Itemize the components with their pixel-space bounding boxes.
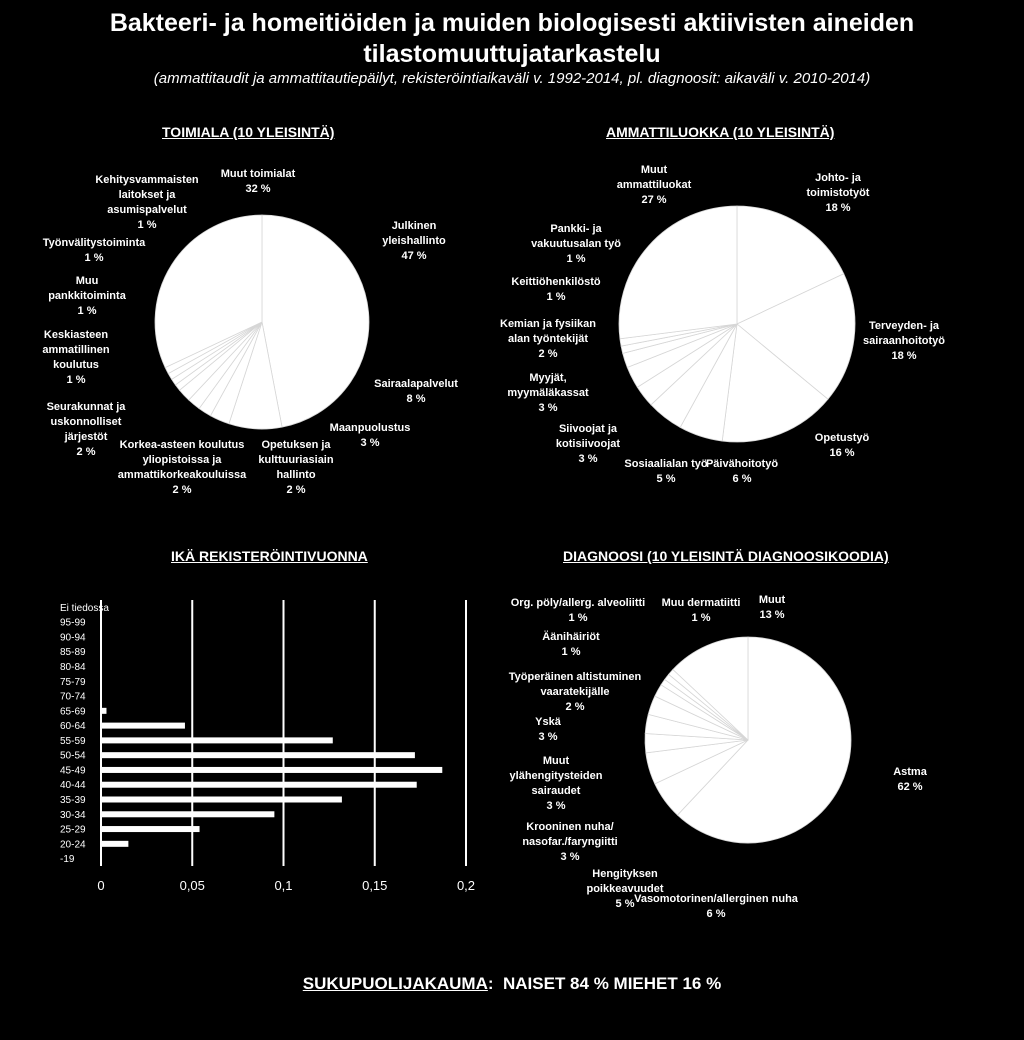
slice-label [759,594,786,621]
slice-label [118,439,247,496]
slice-label-line: 3 % [546,800,566,812]
slice-label-line: poikkeavuudet [586,883,664,895]
y-tick-label: 80-84 [60,662,86,673]
x-tick-label: 0,05 [179,878,205,893]
slice-label-line: 32 % [245,183,271,195]
bar [101,737,333,743]
slice-label-line: Muut toimialat [220,168,296,180]
slice-label [662,597,741,624]
slice-label [556,423,621,465]
bar-chart-age [60,600,475,893]
slice-label [47,401,127,458]
y-tick-label: 25-29 [60,824,86,836]
slice-label-line: 1 % [546,291,566,303]
slice-label-line: Org. pöly/allerg. alveoliitti [510,597,646,609]
slice-label-line: ammattiluokat [616,179,692,191]
bar [101,797,342,803]
slice-label [382,220,446,262]
bar [101,767,442,773]
slice-label-line: 47 % [401,250,427,262]
slice-label-line: 62 % [897,781,923,793]
slice-label-line: pankkitoiminta [48,290,126,302]
page-subtitle: (ammattitaudit ja ammattitautiepäilyt, rekisteröintiaikaväli v. 1992-2014, pl. diagnoosit: aikaväli v. 2010-2014) [153,70,871,87]
slice-label [43,237,146,264]
slice-label-line: 8 % [406,393,426,405]
y-tick-label: 35-39 [60,795,86,806]
slice-label-line: myymäläkassat [507,387,589,399]
gender-values: NAISET 84 % MIEHET 16 % [503,974,722,993]
slice-label-line: ammatillinen [42,344,110,356]
pie-chart-1 [500,164,945,485]
bar [101,811,274,817]
slice-label-line: 1 % [77,305,97,317]
slice-label-line: hallinto [276,469,316,481]
bar [101,752,415,758]
slice-label [863,320,945,362]
y-tick-label: -19 [60,854,75,866]
slice-label-line: 13 % [759,609,785,621]
bar [101,782,417,788]
slice-label-line: sairaanhoitotyö [863,335,945,347]
slice-label-line: 1 % [691,612,711,624]
slice-label-line: 1 % [561,646,581,658]
slice-label-line: Siivoojat ja [558,423,618,435]
slice-label [500,318,596,360]
x-tick-label: 0,2 [456,878,476,893]
slice-label-line: Maanpuolustus [329,422,411,434]
slice-label-line: Työnvälitystoiminta [42,237,146,249]
slice-label-line: 16 % [829,447,855,459]
slice-label-line: 1 % [137,219,157,231]
slice-label-line: 3 % [560,851,580,863]
x-tick-label: 0,15 [362,878,388,893]
slice-label [511,597,645,624]
slice-label-line: yleishallinto [382,235,446,247]
slice-label [624,458,707,485]
slice-label-line: Äänihäiriöt [542,631,600,643]
slice-label-line: 2 % [172,484,192,496]
slice-label-line: toimistotyöt [806,187,870,199]
slice-label-line: kotisiivoojat [555,438,621,450]
slice-label [535,716,562,743]
slice-label-line: koulutus [53,359,99,371]
slice-label-line: Myyjät, [529,372,567,384]
slice-label-line: 6 % [732,473,752,485]
pie-chart-0 [42,168,458,496]
slice-label [542,630,600,658]
x-tick-label: 0,1 [274,878,293,893]
y-tick-label: 45-49 [60,765,86,777]
slice-label-line: 2 % [538,348,558,360]
gender-separator: : [487,974,494,993]
slice-label [807,172,870,214]
bar [101,826,200,832]
pie-slice [619,206,737,339]
y-tick-label: 20-24 [60,839,86,851]
gender-distribution [0,974,1024,994]
slice-label-line: Muu [75,275,99,287]
slice-label-line: Hengityksen [592,868,658,880]
slice-label-line: Astma [893,766,927,778]
slice-label-line: Muut [640,164,668,176]
slice-label [893,766,928,793]
slice-label [374,378,458,405]
slice-label-line: 3 % [538,402,558,414]
slice-label-line: 2 % [565,701,585,713]
slice-label [531,223,621,265]
slice-label-line: 3 % [360,437,380,449]
slice-label [258,439,333,496]
slice-label-line: Julkinen [391,220,437,232]
slice-label-line: 3 % [538,731,558,743]
slice-label-line: Korkea-asteen koulutus [119,439,245,451]
slice-label-line: 3 % [578,453,598,465]
slice-label-line: Terveyden- ja [868,320,940,332]
slice-label-line: Johto- ja [815,172,861,184]
y-tick-label: 90-94 [60,632,86,644]
y-tick-label: 70-74 [60,691,86,703]
slice-label [48,275,127,317]
slice-label-line: Opetustyö [814,432,870,444]
slice-label-line: Keittiöhenkilöstö [511,276,601,288]
slice-label-line: 1 % [84,252,104,264]
pie-chart-3 [509,594,928,920]
slice-label-line: yliopistoissa ja [142,454,222,466]
chart-title-diagnoosi: DIAGNOOSI (10 YLEISINTÄ DIAGNOOSIKOODIA) [563,548,889,564]
slice-label [509,671,642,713]
slice-label-line: kulttuuriasiain [258,454,334,466]
y-tick-label: 60-64 [60,721,86,733]
slice-label-line: järjestöt [64,431,108,443]
y-tick-label: 75-79 [60,676,86,688]
slice-label-line: vakuutusalan työ [531,238,621,250]
slice-label-line: Vasomotorinen/allerginen nuha [634,893,798,905]
slice-label-line: Muu dermatiitti [661,597,741,609]
slice-label-line: nasofar./faryngiitti [522,836,618,848]
slice-label [815,432,870,459]
bar [101,723,185,729]
slice-label-line: Keskiasteen [43,329,109,341]
slice-label [617,164,692,206]
x-tick-label: 0 [97,878,105,893]
slice-label [330,422,411,449]
slice-label-line: 6 % [706,908,726,920]
slice-label-line: vaaratekijälle [540,686,610,698]
slice-label-line: 1 % [568,612,588,624]
slice-label-line: Kemian ja fysiikan [500,318,596,330]
slice-label-line: Sairaalapalvelut [374,378,458,390]
slice-label-line: Työperäinen altistuminen [508,671,642,683]
slice-label-line: sairaudet [531,785,581,797]
slice-label [634,893,799,920]
slice-label-line: Muut [542,755,570,767]
slice-label-line: laitokset ja [118,189,176,201]
slice-label-line: 1 % [66,374,86,386]
slice-label-line: Opetuksen ja [261,439,331,451]
slice-label-line: asumispalvelut [107,204,187,216]
bar [101,841,128,847]
y-tick-label: 95-99 [60,617,86,629]
slice-label-line: 1 % [566,253,586,265]
slice-label-line: 2 % [76,446,96,458]
slice-label-line: alan työntekijät [507,333,589,345]
y-tick-label: 40-44 [60,780,86,792]
slice-label [511,276,601,303]
slice-label-line: 18 % [825,202,851,214]
slice-label-line: ylähengitysteiden [509,770,603,782]
slice-label [507,372,589,414]
y-tick-label: 50-54 [60,750,86,762]
slice-label-line: 5 % [656,473,676,485]
slice-label-line: Pankki- ja [550,223,602,235]
slice-label-line: Yskä [535,716,561,728]
y-tick-label: 85-89 [60,647,86,659]
y-tick-label: 65-69 [60,706,86,718]
slice-label [706,458,778,485]
slice-label-line: Sosiaalialan työ [624,458,708,470]
slice-label-line: 5 % [615,898,635,910]
chart-title-toimiala: TOIMIALA (10 YLEISINTÄ) [162,124,335,140]
slice-label-line: 27 % [641,194,667,206]
slice-label-line: ammattikorkeakouluissa [117,469,247,481]
y-tick-label: 55-59 [60,735,86,747]
chart-title-ika: IKÄ REKISTERÖINTIVUONNA [171,548,368,564]
slice-label [522,821,617,863]
slice-label-line: Seurakunnat ja [46,401,126,413]
pie-slice [262,215,369,427]
slice-label [221,168,296,195]
slice-label-line: Päivähoitotyö [705,458,779,470]
slice-label [42,329,110,386]
slice-label-line: uskonnolliset [50,416,122,428]
y-tick-label: Ei tiedossa [60,602,109,614]
gender-label: SUKUPUOLIJAKAUMA [302,974,488,993]
slice-label-line: 2 % [286,484,306,496]
chart-title-ammattiluokka: AMMATTILUOKKA (10 YLEISINTÄ) [606,124,835,140]
slice-label-line: Kehitysvammaisten [95,174,199,186]
slice-label-line: Muut [758,594,786,606]
slice-label-line: Krooninen nuha/ [526,821,614,833]
bar [101,708,106,714]
slice-label [510,755,603,812]
page-title: Bakteeri- ja homeitiöiden ja muiden biologisesti aktiivisten aineiden tilastomuuttujatarkastelu [109,9,915,68]
slice-label [95,174,199,231]
slice-label-line: 18 % [891,350,917,362]
y-tick-label: 30-34 [60,809,86,821]
